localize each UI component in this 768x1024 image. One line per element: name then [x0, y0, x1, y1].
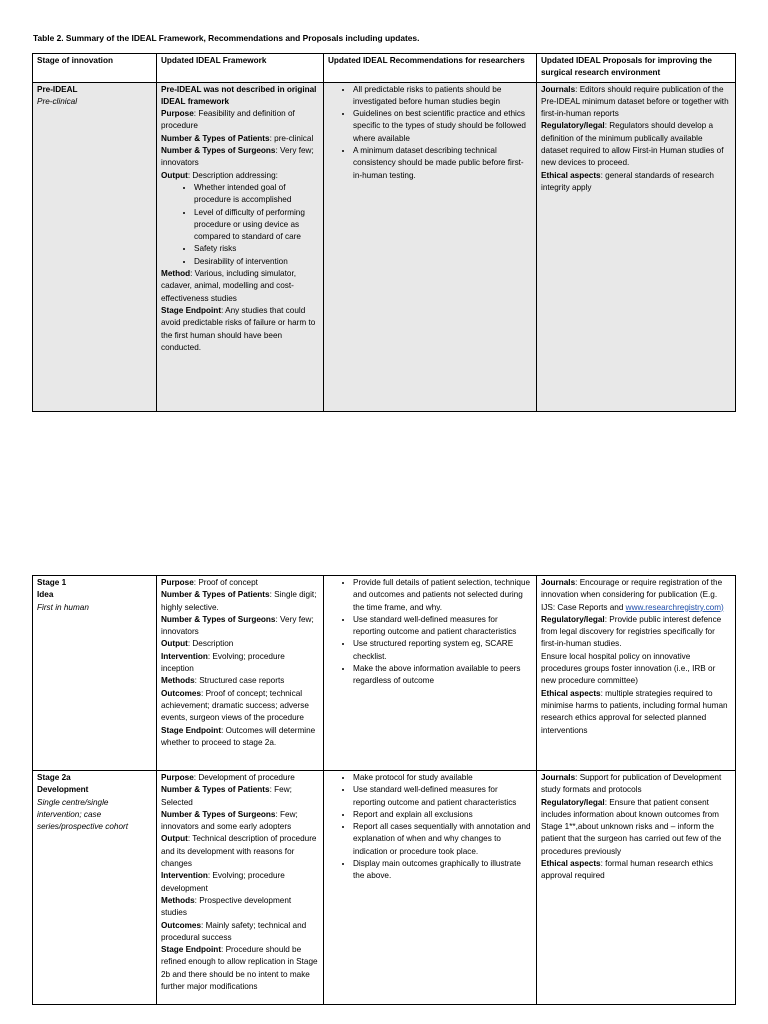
stage1-framework-cell	[157, 576, 324, 771]
stage-title: Pre-IDEAL	[37, 84, 78, 94]
row-stage2a	[33, 771, 736, 1005]
regulatory-text: : Ensure that patient consent includes information about known outcomes from Stage 1**,about unknown risks and – inform the patient that the surgeon has carried out few of the procedures previously	[541, 797, 722, 856]
journals-line	[541, 577, 731, 614]
surgeons-label: Number & Types of Surgeons	[161, 146, 276, 156]
list-item: • Level of difficulty of performing procedure or using device as compared to standard of care	[194, 207, 319, 244]
ethical-text: : multiple strategies required to minimise harms to patients, including formal human research ethics approval for selected planned interventions	[541, 688, 728, 735]
regulatory-line	[541, 120, 731, 169]
header-stage: Stage of innovation	[33, 54, 157, 83]
surgeons-text: : Very few; innovators	[161, 614, 314, 637]
journals-label: Journals	[541, 773, 576, 782]
regulatory-label: Regulatory/legal	[541, 614, 605, 624]
patients-label: Number & Types of Patients	[161, 590, 270, 600]
purpose-text: : Feasibility and definition of procedure	[161, 109, 295, 131]
framework-note: Pre-IDEAL was not described in original IDEAL framework	[161, 84, 317, 106]
list-item: • Desirability of intervention	[194, 256, 319, 268]
stage-title: Stage 2a	[37, 773, 71, 782]
endpoint-line	[161, 944, 319, 993]
stage2a-proposals-cell	[537, 771, 736, 1005]
surgeons-text: : Few; innovators and some early adopters	[161, 809, 298, 832]
table-caption: Table 2. Summary of the IDEAL Framework, Recommendations and Proposals including updates.	[33, 33, 420, 43]
header-row	[33, 54, 736, 83]
ethical-label: Ethical aspects	[541, 170, 601, 180]
journals-line	[541, 772, 731, 797]
patients-line	[161, 784, 319, 809]
ethical-line	[541, 688, 731, 737]
header-framework: Updated IDEAL Framework	[157, 54, 324, 83]
ethical-line	[541, 858, 731, 883]
purpose-text: : Proof of concept	[193, 578, 258, 587]
list-item: • Make the above information available to peers regardless of outcome	[353, 663, 532, 688]
recommendations-list	[328, 772, 532, 883]
ethical-text: : formal human research ethics approval required	[541, 859, 714, 881]
list-item: • Use standard well-defined measures for reporting outcome and patient characteristics	[353, 784, 532, 809]
stage-subtitle: Pre-clinical	[37, 96, 78, 106]
journals-text: : Editors should require publication of the Pre-IDEAL minimum dataset before or together with first-in-human reports	[541, 84, 729, 119]
outcomes-text: : Mainly safety; technical and procedural success	[161, 920, 307, 942]
list-item: • All predictable risks to patients should be investigated before human studies begin	[353, 84, 532, 109]
methods-line	[161, 675, 319, 687]
endpoint-line	[161, 725, 319, 750]
intervention-line	[161, 870, 319, 895]
regulatory-label: Regulatory/legal	[541, 121, 605, 131]
list-item: • Guidelines on best scientific practice and ethics specific to the types of study should be followed where available	[353, 108, 532, 145]
stage2a-framework-cell	[157, 771, 324, 1005]
regulatory-text: : Regulators should develop a definition of the minimum publically available dataset required to allow First-in Human studies of new devices to proceed.	[541, 121, 724, 168]
regulatory-extra: Ensure local hospital policy on innovative procedures groups foster innovation (i.e., IRB or new procedure committee)	[541, 651, 716, 686]
ideal-table-part1	[32, 53, 736, 412]
stage2a-stage-cell	[33, 771, 157, 1005]
outcomes-label: Outcomes	[161, 688, 202, 698]
method-line	[161, 268, 319, 305]
list-item: • Provide full details of patient selection, technique and outcomes and patients not selected during the time frame, and why.	[353, 577, 532, 614]
methods-line	[161, 895, 319, 920]
list-item: • Display main outcomes graphically to illustrate the above.	[353, 858, 532, 883]
purpose-line	[161, 772, 319, 784]
output-line	[161, 170, 319, 182]
journals-text: : Support for publication of Development study formats and protocols	[541, 773, 722, 795]
stage-title: Stage 1	[37, 578, 67, 587]
ethical-text: : general standards of research integrity apply	[541, 170, 714, 192]
ethical-line	[541, 170, 731, 195]
regulatory-text: : Provide public interest defence from legal discovery for registries specifically for first-in-human studies.	[541, 614, 722, 649]
list-item: • Make protocol for study available	[353, 772, 532, 784]
outcomes-line	[161, 688, 319, 725]
stage-name: Development	[37, 785, 89, 795]
endpoint-text: : Any studies that could avoid predictable risks of failure or harm to the first human should have been conducted.	[161, 305, 316, 352]
output-label: Output	[161, 639, 188, 649]
header-proposals: Updated IDEAL Proposals for improving the surgical research environment	[537, 54, 736, 83]
intervention-line	[161, 651, 319, 676]
endpoint-label: Stage Endpoint	[161, 945, 222, 955]
ethical-label: Ethical aspects	[541, 859, 601, 869]
row-pre-ideal	[33, 82, 736, 411]
output-text: : Description	[187, 639, 234, 649]
surgeons-line	[161, 145, 319, 170]
list-item: • Use structured reporting system eg, SCARE checklist.	[353, 638, 532, 663]
surgeons-text: : Very few; innovators	[161, 146, 314, 168]
method-text: : Various, including simulator, cadaver, animal, modelling and cost-effectiveness studies	[161, 269, 296, 303]
journals-label: Journals	[541, 84, 576, 94]
purpose-line	[161, 577, 319, 589]
purpose-label: Purpose	[161, 578, 194, 587]
outcomes-text: : Proof of concept; technical achievement; dramatic success; adverse events, surgeon views of the procedure	[161, 688, 309, 723]
stage1-proposals-cell	[537, 576, 736, 771]
output-line	[161, 638, 319, 650]
stage-subtitle: Single centre/single intervention; case series/prospective cohort	[37, 797, 129, 832]
outcomes-label: Outcomes	[161, 920, 202, 930]
list-item: • Whether intended goal of procedure is accomplished	[194, 182, 319, 207]
patients-text: : Single digit; highly selective.	[161, 590, 317, 612]
stage2a-recommendations-cell	[324, 771, 537, 1005]
pre-ideal-stage-cell	[33, 82, 157, 411]
intervention-label: Intervention	[161, 871, 208, 881]
surgeons-label: Number & Types of Surgeons	[161, 809, 276, 819]
pre-ideal-recommendations-cell	[324, 82, 537, 411]
regulatory-line	[541, 797, 731, 858]
methods-text: : Structured case reports	[194, 676, 285, 686]
journals-text: : Encourage or require registration of the innovation when considering for publication (E.g. IJS: Case Reports and	[541, 578, 723, 612]
journals-line	[541, 84, 731, 121]
purpose-text: : Development of procedure	[193, 773, 295, 782]
patients-text: : pre-clinical	[269, 133, 314, 143]
recommendations-list	[328, 84, 532, 182]
surgeons-label: Number & Types of Surgeons	[161, 614, 276, 624]
header-recommendations: Updated IDEAL Recommendations for researchers	[324, 54, 537, 83]
output-line	[161, 833, 319, 870]
purpose-label: Purpose	[161, 109, 194, 119]
stage-subtitle: First in human	[37, 602, 89, 612]
method-label: Method	[161, 269, 191, 279]
endpoint-text: : Procedure should be refined enough to allow replication in Stage 2b and there should be no intent to make further major modifications	[161, 945, 318, 992]
pre-ideal-proposals-cell	[537, 82, 736, 411]
intervention-text: : Evolving; procedure development	[161, 871, 285, 893]
endpoint-line	[161, 305, 319, 354]
recommendations-list	[328, 577, 532, 688]
intervention-label: Intervention	[161, 651, 208, 661]
output-list	[161, 182, 319, 268]
stage-name: Idea	[37, 590, 54, 600]
surgeons-line	[161, 809, 319, 834]
patients-label: Number & Types of Patients	[161, 785, 270, 795]
list-item: • A minimum dataset describing technical consistency should be made public before first-in-human testing.	[353, 145, 532, 182]
stage1-recommendations-cell	[324, 576, 537, 771]
patients-text: : Few; Selected	[161, 785, 292, 807]
research-registry-link[interactable]: www.researchregistry.com)	[625, 602, 724, 612]
list-item: • Use standard well-defined measures for reporting outcome and patient characteristics	[353, 614, 532, 639]
endpoint-text: : Outcomes will determine whether to proceed to stage 2a.	[161, 725, 316, 747]
pre-ideal-framework-cell	[157, 82, 324, 411]
output-text: : Technical description of procedure and its development with reasons for changes	[161, 834, 317, 869]
endpoint-label: Stage Endpoint	[161, 725, 222, 735]
row-stage1	[33, 576, 736, 771]
journals-label: Journals	[541, 578, 576, 587]
regulatory-label: Regulatory/legal	[541, 797, 605, 807]
patients-line	[161, 589, 319, 614]
output-label: Output	[161, 834, 188, 844]
patients-label: Number & Types of Patients	[161, 133, 270, 143]
regulatory-line	[541, 614, 731, 651]
outcomes-line	[161, 920, 319, 945]
methods-label: Methods	[161, 895, 195, 905]
methods-text: : Prospective development studies	[161, 895, 292, 918]
surgeons-line	[161, 614, 319, 639]
ideal-table-part2	[32, 575, 736, 1005]
patients-line	[161, 133, 319, 145]
stage1-stage-cell	[33, 576, 157, 771]
list-item: • Safety risks	[194, 243, 319, 255]
ethical-label: Ethical aspects	[541, 688, 601, 698]
endpoint-label: Stage Endpoint	[161, 305, 222, 315]
purpose-line	[161, 108, 319, 133]
methods-label: Methods	[161, 676, 195, 686]
intervention-text: : Evolving; procedure inception	[161, 651, 285, 674]
output-text: : Description addressing:	[187, 170, 278, 180]
purpose-label: Purpose	[161, 773, 194, 782]
list-item: • Report and explain all exclusions	[353, 809, 532, 821]
list-item: • Report all cases sequentially with annotation and explanation of when and why changes to indication or procedure took place.	[353, 821, 532, 858]
output-label: Output	[161, 170, 188, 180]
